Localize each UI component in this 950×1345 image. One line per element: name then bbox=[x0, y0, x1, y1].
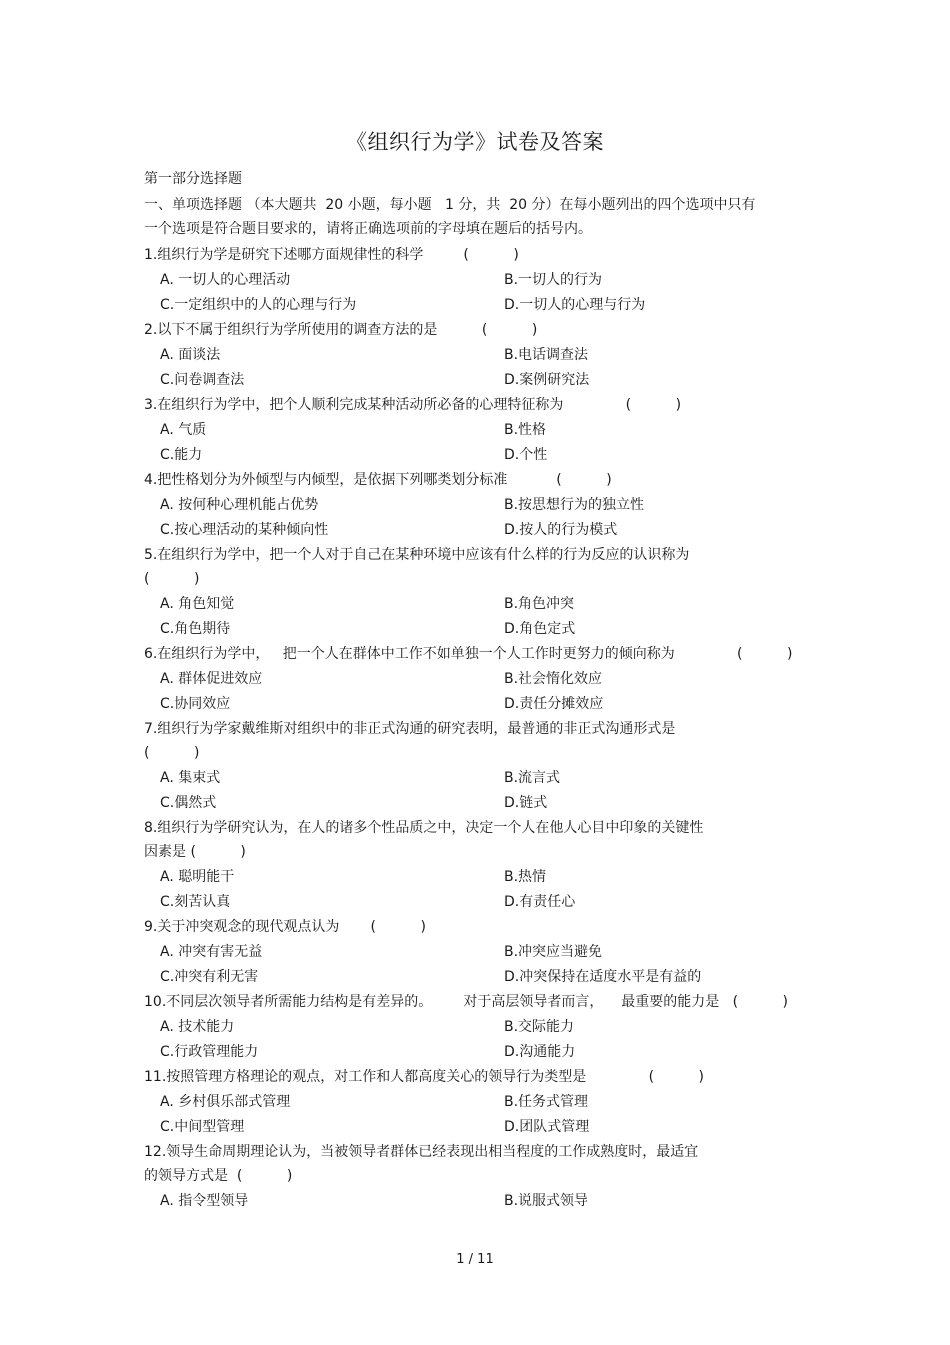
answer-option: C.偶然式 bbox=[160, 795, 217, 811]
answer-option: D.团队式管理 bbox=[504, 1119, 590, 1135]
answer-option: B.一切人的行为 bbox=[504, 272, 603, 288]
answer-option: D.角色定式 bbox=[504, 621, 576, 637]
answer-option: B.按思想行为的独立性 bbox=[504, 497, 645, 513]
answer-option: A. 指令型领导 bbox=[160, 1193, 249, 1209]
question-text: 的领导方式是 ( ) bbox=[144, 1168, 293, 1184]
answer-option: C.角色期待 bbox=[160, 621, 231, 637]
answer-option: B.说服式领导 bbox=[504, 1193, 589, 1209]
answer-option: A. 按何种心理机能占优势 bbox=[160, 497, 319, 513]
answer-option: A. 聪明能干 bbox=[160, 869, 235, 885]
question-text: 12.领导生命周期理论认为，当被领导者群体已经表现出相当程度的工作成熟度时，最适宜 bbox=[144, 1144, 699, 1160]
answer-option: A. 技术能力 bbox=[160, 1019, 235, 1035]
question-text: 9.关于冲突观念的现代观点认为 ( ) bbox=[144, 919, 426, 935]
answer-option: A. 乡村俱乐部式管理 bbox=[160, 1094, 291, 1110]
answer-option: D.个性 bbox=[504, 447, 548, 463]
answer-option: B.电话调查法 bbox=[504, 347, 589, 363]
question-text: 2.以下不属于组织行为学所使用的调查方法的是 ( ) bbox=[144, 322, 538, 338]
answer-option: B.社会惰化效应 bbox=[504, 671, 603, 687]
answer-option: C.协同效应 bbox=[160, 696, 231, 712]
answer-option: A. 一切人的心理活动 bbox=[160, 272, 291, 288]
answer-option: C.一定组织中的人的心理与行为 bbox=[160, 297, 357, 313]
instruction-line-1: 一、单项选择题 （本大题共 20 小题，每小题 1 分，共 20 分）在每小题列出的四个选项中只有 bbox=[144, 197, 756, 213]
question-text: 7.组织行为学家戴维斯对组织中的非正式沟通的研究表明，最普通的非正式沟通形式是 bbox=[144, 721, 676, 737]
section-heading: 第一部分选择题 bbox=[144, 171, 242, 187]
answer-option: C.按心理活动的某种倾向性 bbox=[160, 522, 329, 538]
question-text: 8.组织行为学研究认为，在人的诸多个性品质之中，决定一个人在他人心目中印象的关键性 bbox=[144, 820, 704, 836]
answer-option: A. 角色知觉 bbox=[160, 596, 235, 612]
answer-option: D.案例研究法 bbox=[504, 372, 590, 388]
answer-option: A. 冲突有害无益 bbox=[160, 944, 263, 960]
question-text: 因素是 ( ) bbox=[144, 844, 246, 860]
answer-option: B.任务式管理 bbox=[504, 1094, 589, 1110]
answer-option: D.冲突保持在适度水平是有益的 bbox=[504, 969, 702, 985]
answer-option: C.问卷调查法 bbox=[160, 372, 245, 388]
answer-option: C.能力 bbox=[160, 447, 203, 463]
answer-option: A. 集束式 bbox=[160, 770, 221, 786]
answer-option: D.一切人的心理与行为 bbox=[504, 297, 646, 313]
instruction-line-2: 一个选项是符合题目要求的，请将正确选项前的字母填在题后的括号内。 bbox=[144, 221, 592, 237]
answer-option: B.流言式 bbox=[504, 770, 561, 786]
answer-option: B.角色冲突 bbox=[504, 596, 575, 612]
answer-option: C.刻苦认真 bbox=[160, 894, 231, 910]
answer-option: B.交际能力 bbox=[504, 1019, 575, 1035]
answer-option: A. 气质 bbox=[160, 422, 207, 438]
answer-option: B.热情 bbox=[504, 869, 547, 885]
answer-option: B.性格 bbox=[504, 422, 547, 438]
answer-option: C.中间型管理 bbox=[160, 1119, 245, 1135]
page-number: 1 / 11 bbox=[456, 1252, 494, 1267]
question-text: ( ) bbox=[144, 745, 200, 761]
answer-option: A. 群体促进效应 bbox=[160, 671, 263, 687]
answer-option: D.有责任心 bbox=[504, 894, 576, 910]
document-title: 《组织行为学》试卷及答案 bbox=[346, 130, 604, 154]
answer-option: A. 面谈法 bbox=[160, 347, 221, 363]
question-text: 10.不同层次领导者所需能力结构是有差异的。 对于高层领导者而言， 最重要的能力是 ( ) bbox=[144, 994, 788, 1010]
answer-option: D.按人的行为模式 bbox=[504, 522, 618, 538]
answer-option: D.责任分摊效应 bbox=[504, 696, 604, 712]
question-text: 11.按照管理方格理论的观点，对工作和人都高度关心的领导行为类型是 ( ) bbox=[144, 1069, 704, 1085]
answer-option: D.沟通能力 bbox=[504, 1044, 576, 1060]
question-text: 4.把性格划分为外倾型与内倾型，是依据下列哪类划分标准 ( ) bbox=[144, 472, 612, 488]
question-text: 6.在组织行为学中， 把一个人在群体中工作不如单独一个人工作时更努力的倾向称为 ( ) bbox=[144, 646, 793, 662]
answer-option: D.链式 bbox=[504, 795, 548, 811]
answer-option: C.冲突有利无害 bbox=[160, 969, 259, 985]
answer-option: C.行政管理能力 bbox=[160, 1044, 259, 1060]
question-text: ( ) bbox=[144, 571, 200, 587]
question-text: 3.在组织行为学中，把个人顺利完成某种活动所必备的心理特征称为 ( ) bbox=[144, 397, 682, 413]
question-text: 5.在组织行为学中，把一个人对于自己在某种环境中应该有什么样的行为反应的认识称为 bbox=[144, 547, 690, 563]
answer-option: B.冲突应当避免 bbox=[504, 944, 603, 960]
question-text: 1.组织行为学是研究下述哪方面规律性的科学 ( ) bbox=[144, 247, 519, 263]
